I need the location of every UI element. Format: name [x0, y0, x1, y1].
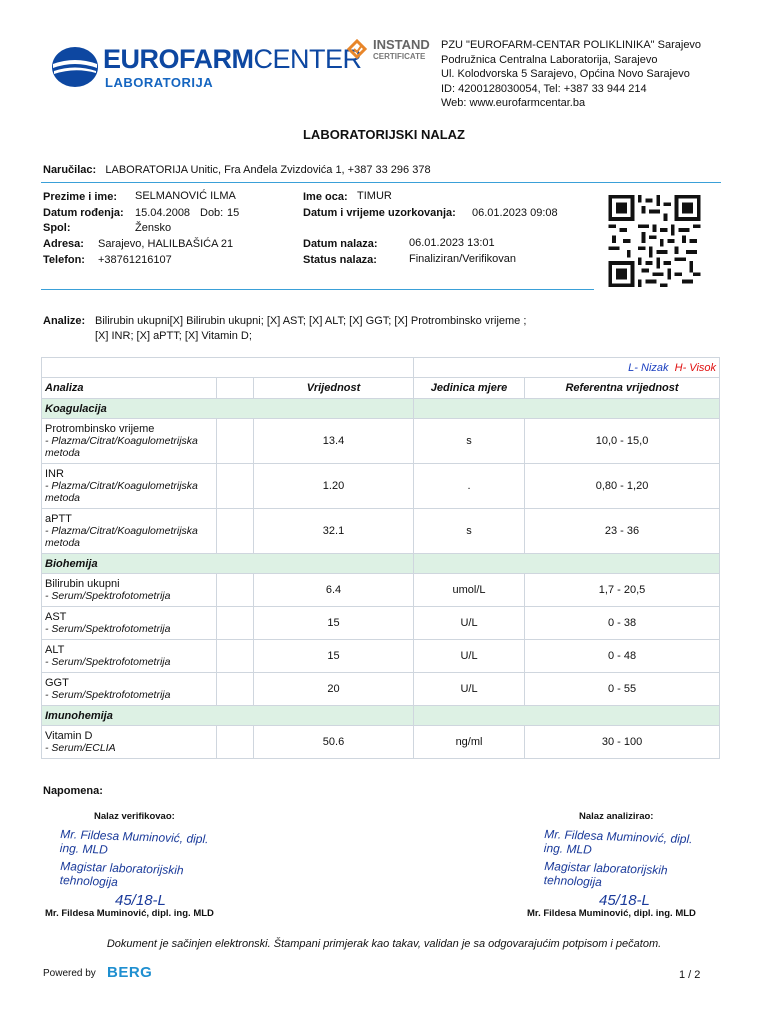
- report-date-label: Datum nalaza:: [303, 238, 378, 250]
- signature-stamp-right: [543, 827, 714, 909]
- result-ref: 1,7 - 20,5: [525, 574, 720, 607]
- signature-stamp-left: [59, 827, 230, 909]
- result-value: 32.1: [254, 509, 414, 554]
- table-header-row: [42, 378, 720, 399]
- result-unit: U/L: [414, 673, 525, 706]
- section-label: Koagulacija: [42, 399, 414, 419]
- table-row: [42, 607, 720, 640]
- analyzed-label: Nalaz analizirao:: [579, 811, 654, 822]
- analize-line: [X] INR; [X] aPTT; [X] Vitamin D;: [95, 330, 252, 342]
- logo-sub: LABORATORIJA: [105, 75, 214, 90]
- analyzer-name: Mr. Fildesa Muminović, dipl. ing. MLD: [527, 908, 696, 919]
- table-row: [42, 673, 720, 706]
- clinic-line: Ul. Kolodvorska 5 Sarajevo, Općina Novo Sarajevo: [441, 68, 690, 80]
- clinic-info: [441, 38, 701, 111]
- analize-line: Bilirubin ukupni[X] Bilirubin ukupni; [X] AST; [X] ALT; [X] GGT; [X] Protrombinsko vrijeme ;: [95, 315, 527, 327]
- clinic-line: ID: 4200128030054, Tel: +387 33 944 214: [441, 82, 647, 95]
- patient-name-label: Prezime i ime:: [43, 191, 117, 203]
- analysis-method: metoda: [45, 537, 81, 549]
- result-value: 6.4: [254, 574, 414, 607]
- divider: [41, 289, 594, 290]
- table-row: [42, 419, 720, 464]
- clinic-line: PZU "EUROFARM-CENTAR POLIKLINIKA" Sarajevo: [441, 39, 702, 51]
- logo-brand-bold: EUROFARM: [103, 44, 254, 74]
- result-value: 50.6: [254, 726, 414, 759]
- analysis-method: - Serum/Spektrofotometrija: [45, 623, 171, 635]
- stamp-line: Magistar laboratorijskih tehnologija: [543, 859, 668, 890]
- result-ref: 0 - 48: [525, 640, 720, 673]
- instand-name: INSTAND: [373, 37, 430, 52]
- result-unit: .: [414, 464, 525, 509]
- stamp-line: 45/18-L: [599, 892, 650, 909]
- result-value: 15: [254, 607, 414, 640]
- powered-by-label: Powered by: [43, 968, 96, 979]
- analysis-name: Vitamin D: [45, 730, 93, 742]
- result-ref: 30 - 100: [525, 726, 720, 759]
- narucilac: [43, 164, 431, 176]
- table-row: [42, 726, 720, 759]
- verifier-name: Mr. Fildesa Muminović, dipl. ing. MLD: [45, 908, 214, 919]
- logo-brand-light: CENTER: [253, 44, 362, 74]
- stamp-line: 45/18-L: [115, 892, 166, 909]
- logo-brand: [103, 44, 362, 75]
- legend-high: H- Visok: [674, 361, 717, 374]
- patient-age: 15: [227, 207, 240, 219]
- patient-phone: +38761216107: [98, 254, 172, 266]
- analysis-name: GGT: [45, 677, 69, 689]
- table-row: [42, 640, 720, 673]
- stamp-line: Mr. Fildesa Muminović, dipl. ing. MLD: [59, 827, 209, 857]
- narucilac-value: LABORATORIJA Unitic, Fra Anđela Zvizdovića 1, +387 33 296 378: [105, 164, 431, 176]
- eurofarm-logo-globe-icon: [51, 46, 99, 88]
- analysis-method: metoda: [45, 447, 81, 459]
- narucilac-label: Naručilac:: [43, 164, 97, 176]
- analysis-method: metoda: [45, 492, 81, 504]
- analysis-method: - Serum/Spektrofotometrija: [45, 689, 171, 701]
- analysis-name: aPTT: [45, 513, 72, 525]
- result-unit: U/L: [414, 607, 525, 640]
- col-header-referentna: Referentna vrijednost: [525, 378, 720, 399]
- analysis-name: Protrombinsko vrijeme: [45, 423, 155, 435]
- result-unit: U/L: [414, 640, 525, 673]
- sample-datetime: 06.01.2023 09:08: [472, 207, 558, 219]
- patient-address: Sarajevo, HALILBAŠIĆA 21: [98, 238, 234, 250]
- analysis-method: - Serum/Spektrofotometrija: [45, 656, 171, 668]
- clinic-line: Web: www.eurofarmcentar.ba: [441, 97, 586, 109]
- patient-dob-label: Datum rođenja:: [43, 207, 124, 219]
- status-label: Status nalaza:: [303, 254, 377, 266]
- patient-name: SELMANOVIĆ ILMA: [135, 190, 236, 202]
- col-header-jedinica: Jedinica mjere: [414, 378, 525, 399]
- patient-age-label: Dob:: [200, 207, 224, 219]
- analysis-method: - Plazma/Citrat/Koagulometrijska: [45, 480, 198, 492]
- result-value: 15: [254, 640, 414, 673]
- page-title: LABORATORIJSKI NALAZ: [302, 127, 466, 142]
- table-row: [42, 464, 720, 509]
- report-date: 06.01.2023 13:01: [409, 237, 495, 249]
- berg-logo: BERG: [107, 964, 153, 981]
- result-ref: 0 - 55: [525, 673, 720, 706]
- verified-label: Nalaz verifikovao:: [94, 811, 175, 822]
- stamp-line: Mr. Fildesa Muminović, dipl. ing. MLD: [543, 827, 693, 857]
- analysis-method: - Serum/Spektrofotometrija: [45, 590, 171, 602]
- page-number: 1 / 2: [679, 969, 701, 981]
- analysis-name: ALT: [45, 644, 65, 656]
- result-ref: 23 - 36: [525, 509, 720, 554]
- table-row: [42, 509, 720, 554]
- analysis-name: AST: [45, 611, 67, 623]
- section-row: [42, 554, 720, 574]
- col-header-analiza: Analiza: [42, 378, 217, 399]
- father-name: TIMUR: [357, 190, 392, 202]
- analysis-name: INR: [45, 468, 64, 480]
- status-value: Finaliziran/Verifikovan: [409, 253, 516, 265]
- patient-sex-label: Spol:: [43, 222, 71, 234]
- analysis-method: - Plazma/Citrat/Koagulometrijska: [45, 435, 198, 447]
- results-table: [41, 357, 720, 759]
- napomena-label: Napomena:: [43, 785, 103, 797]
- section-label: Biohemija: [42, 554, 414, 574]
- col-header-vrijednost: Vrijednost: [254, 378, 414, 399]
- section-row: [42, 706, 720, 726]
- instand-sub: CERTIFICATE: [373, 52, 426, 61]
- result-value: 20: [254, 673, 414, 706]
- result-unit: s: [414, 419, 525, 464]
- legend-row: [42, 358, 720, 378]
- result-unit: s: [414, 509, 525, 554]
- section-row: [42, 399, 720, 419]
- instand-badge-icon: [346, 38, 368, 60]
- sample-label: Datum i vrijeme uzorkovanja:: [303, 207, 456, 219]
- result-ref: 0,80 - 1,20: [525, 464, 720, 509]
- divider: [41, 182, 721, 183]
- result-ref: 0 - 38: [525, 607, 720, 640]
- table-row: [42, 574, 720, 607]
- section-label: Imunohemija: [42, 706, 414, 726]
- result-ref: 10,0 - 15,0: [525, 419, 720, 464]
- analysis-method: - Serum/ECLIA: [45, 742, 116, 754]
- father-label: Ime oca:: [303, 191, 348, 203]
- patient-phone-label: Telefon:: [43, 254, 85, 266]
- footer-note: Dokument je sačinjen elektronski. Štampani primjerak kao takav, validan je sa odgovarajućim potpisom i pečatom.: [106, 938, 662, 950]
- result-unit: ng/ml: [414, 726, 525, 759]
- stamp-line: Magistar laboratorijskih tehnologija: [59, 859, 184, 890]
- legend-low: L- Nizak: [628, 361, 669, 374]
- result-value: 1.20: [254, 464, 414, 509]
- analysis-name: Bilirubin ukupni: [45, 578, 120, 590]
- qr-code-icon: [606, 195, 703, 287]
- result-unit: umol/L: [414, 574, 525, 607]
- analysis-method: - Plazma/Citrat/Koagulometrijska: [45, 525, 198, 537]
- patient-address-label: Adresa:: [43, 238, 84, 250]
- patient-dob: 15.04.2008: [135, 207, 191, 219]
- result-value: 13.4: [254, 419, 414, 464]
- analize-label: Analize:: [43, 315, 86, 327]
- patient-sex: Žensko: [135, 222, 172, 234]
- clinic-line: Podružnica Centralna Laboratorija, Sarajevo: [441, 53, 658, 66]
